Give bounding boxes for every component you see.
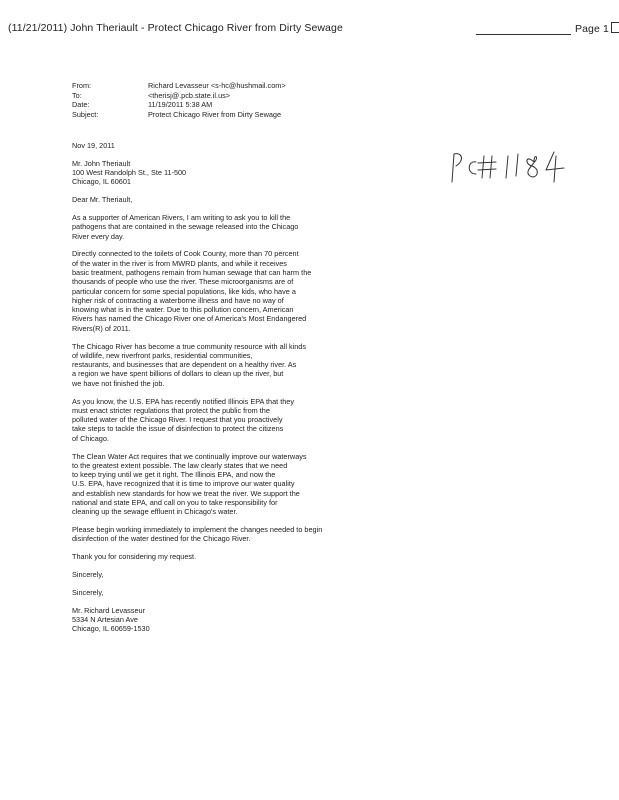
address-line: Chicago, IL 60601 [72, 177, 131, 187]
signature-line: Chicago, IL 60659-1530 [72, 624, 150, 634]
text-line: higher risk of contracting a waterborne illness and have no way of [72, 295, 284, 305]
text-line: particular concern for some special populations, like kids, who have a [72, 286, 296, 296]
text-line: U.S. EPA, have recognized that it is time to improve our water quality [72, 479, 295, 489]
text-line: pathogens that are contained in the sewage released into the Chicago [72, 222, 299, 232]
text-line: Please begin working immediately to implement the changes needed to begin [72, 525, 323, 535]
meta-value: Protect Chicago River from Dirty Sewage [148, 109, 282, 119]
text-line: thousands of people who use the river. These microorganisms are of [72, 277, 294, 287]
page-box-icon [611, 22, 619, 33]
text-line: The Clean Water Act requires that we continually improve our waterways [72, 451, 307, 461]
text-line: polluted water of the Chicago River. I request that you proactively [72, 415, 283, 425]
text-line: Directly connected to the toilets of Cook County, more than 70 percent [72, 249, 299, 259]
signature-line: Mr. Richard Levasseur [72, 605, 145, 615]
text-line: of the water in the river is from MWRD plants, and while it receives [72, 258, 287, 268]
text-line: and establish new standards for how we treat the river. We support the [72, 488, 300, 498]
header-rule [476, 34, 571, 35]
text-line: a region we have spent billions of dollars to clean up the river, but [72, 369, 284, 379]
page-indicator [575, 22, 619, 35]
text-line: As you know, the U.S. EPA has recently notified Illinois EPA that they [72, 396, 294, 406]
text-line: of Chicago. [72, 433, 109, 443]
text-line: knowing what is in the water. Due to this pollution concern, American [72, 305, 294, 315]
address-line: 100 West Randolph St., Ste 11-500 [72, 168, 187, 178]
address-line: Mr. John Theriault [72, 158, 131, 168]
meta-row-subject [72, 110, 286, 120]
meta-row-date [72, 100, 286, 110]
text-line: to the greatest extent possible. The law clearly states that we need [72, 460, 288, 470]
signature-block [72, 606, 352, 634]
closing-1: Sincerely, [72, 569, 104, 579]
text-line: of wildlife, new riverfront parks, residential communities, [72, 350, 253, 360]
meta-key: To: [72, 90, 82, 100]
text-line: Rivers(R) of 2011. [72, 323, 131, 333]
text-line: must enact stricter regulations that protect the public from the [72, 405, 270, 415]
meta-value: 11/19/2011 5:38 AM [148, 100, 213, 110]
text-line: to keep trying until we get it right. The Illinois EPA, and now the [72, 470, 276, 480]
document-title: (11/21/2011) John Theriault - Protect Chicago River from Dirty Sewage [8, 22, 343, 34]
text-line: disinfection of the water destined for the Chicago River. [72, 534, 251, 544]
closing-2: Sincerely, [72, 587, 104, 597]
paragraph-1 [72, 213, 352, 241]
text-line: cleaning up the sewage effluent in Chicago's water. [72, 507, 238, 517]
signature-line: 5334 N Artesian Ave [72, 614, 138, 624]
text-line: we have not finished the job. [72, 378, 165, 388]
text-line: basic treatment, pathogens remain from human sewage that can harm the [72, 267, 312, 277]
letter-date: Nov 19, 2011 [72, 141, 115, 150]
paragraph-5 [72, 452, 352, 517]
email-metadata [72, 81, 286, 119]
page-label: Page 1 [575, 23, 609, 35]
text-line: As a supporter of American Rivers, I am writing to ask you to kill the [72, 212, 291, 222]
salutation: Dear Mr. Theriault, [72, 195, 133, 205]
paragraph-6 [72, 525, 352, 544]
paragraph-7 [72, 552, 352, 561]
text-line: national and state EPA, and call on you to take responsibility for [72, 498, 278, 507]
meta-key: From: [72, 81, 92, 90]
meta-key: Date: [72, 100, 90, 110]
meta-value: Richard Levasseur <s-hc@hushmail.com> [148, 81, 286, 90]
meta-value: <therisj@.pcb.state.il.us> [148, 90, 231, 100]
text-line: River every day. [72, 231, 125, 241]
meta-row-to [72, 91, 286, 101]
text-line: restaurants, and businesses that are dependent on a healthy river. As [72, 360, 297, 370]
paragraph-3 [72, 342, 352, 388]
letter-body [72, 141, 352, 642]
text-line: Thank you for considering my request. [72, 552, 197, 562]
recipient-address [72, 159, 352, 187]
text-line: take steps to tackle the issue of disinfection to protect the citizens [72, 424, 284, 434]
meta-row-from [72, 81, 286, 91]
handwritten-note-pc-1184 [446, 146, 576, 190]
paragraph-4 [72, 397, 352, 443]
meta-key: Subject: [72, 109, 99, 119]
text-line: Rivers has named the Chicago River one of America's Most Endangered [72, 314, 307, 324]
paragraph-2 [72, 249, 352, 333]
text-line: The Chicago River has become a true community resource with all kinds [72, 341, 307, 351]
